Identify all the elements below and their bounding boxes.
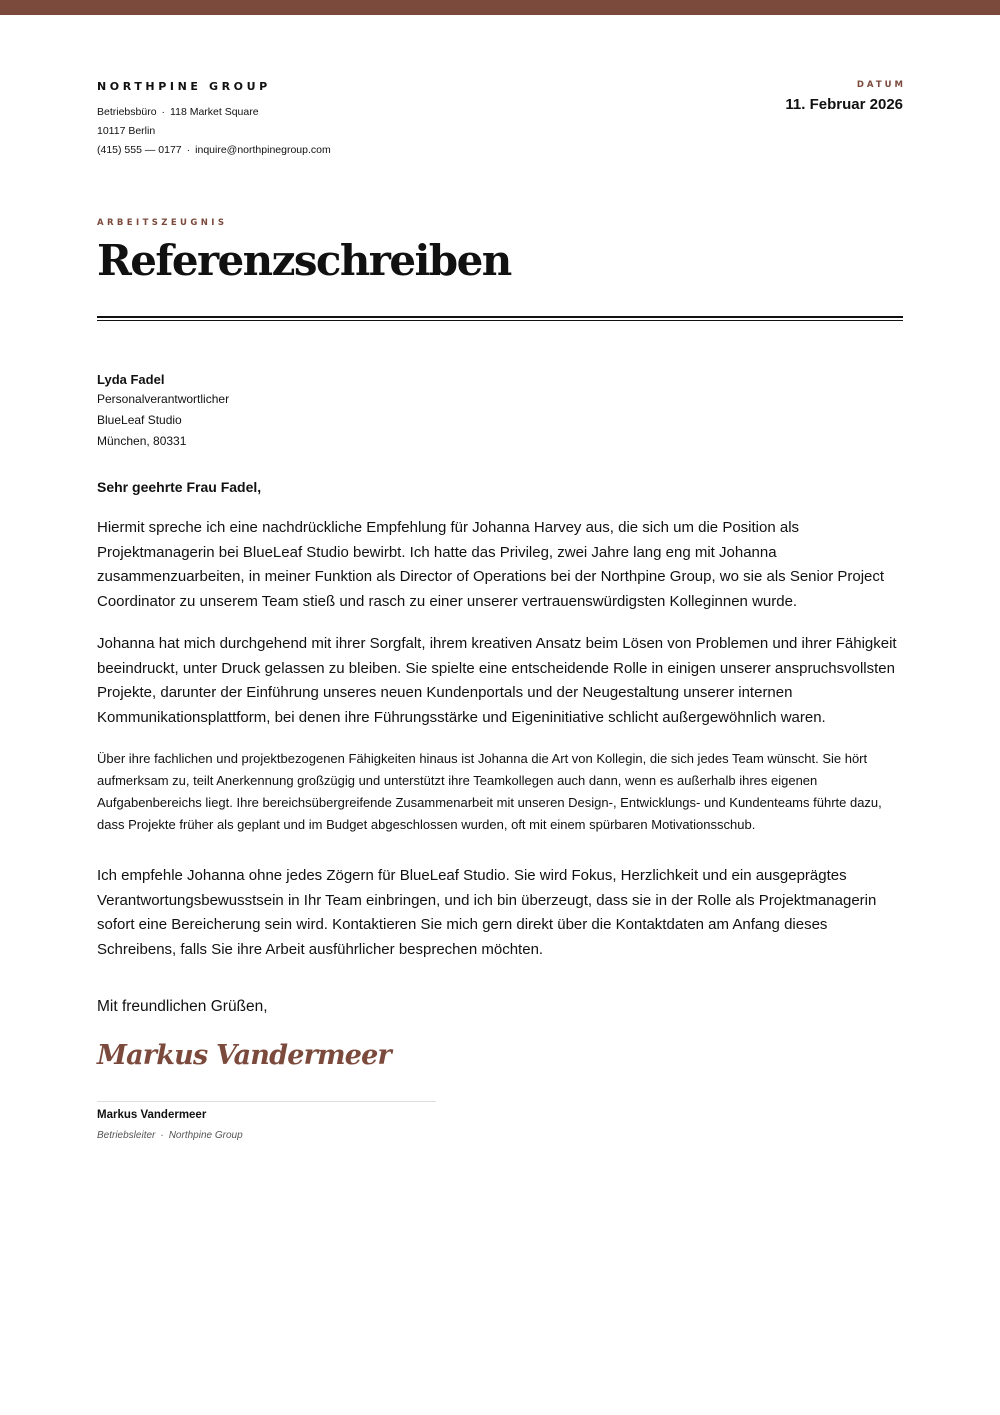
sender-contact-line bbox=[97, 144, 331, 156]
recipient-city: München, 80331 bbox=[97, 434, 187, 448]
salutation: Sehr geehrte Frau Fadel, bbox=[97, 479, 262, 495]
sender-street: 118 Market Square bbox=[170, 106, 259, 118]
sender-phone: (415) 555 — 0177 bbox=[97, 144, 182, 156]
document-title: Referenzschreiben bbox=[97, 236, 511, 285]
date-value: 11. Februar 2026 bbox=[785, 96, 903, 113]
date-block bbox=[785, 80, 906, 113]
signer-name: Markus Vandermeer bbox=[97, 1109, 207, 1121]
sender-address-line bbox=[97, 106, 259, 118]
sender-office: Betriebsbüro bbox=[97, 106, 157, 118]
top-accent-bar bbox=[0, 0, 1000, 15]
recipient-role: Personalverantwortlicher bbox=[97, 392, 230, 406]
sender-email: inquire@northpinegroup.com bbox=[195, 144, 331, 156]
body-paragraph-3: Über ihre fachlichen und projektbezogenen Fähigkeiten hinaus ist Johanna die Art von Kollegin, die sich jedes Team wünscht. Sie hört aufmerksam zu, teilt Anerkennung großzügig und unterstützt ihre Teamkollegen auch dann, wenn es außerhalb ihres eigenen Aufgabenbereichs liegt. Ihre bereichsübergreifende Zusammenarbeit mit unseren Design-, Entwicklungs- und Kundenteams führte dazu, dass Projekte früher als geplant und im Budget abgeschlossen wurden, oft mit einem spürbaren Motivationsschub. bbox=[97, 751, 882, 832]
recipient-name: Lyda Fadel bbox=[97, 372, 165, 387]
signer-company: Northpine Group bbox=[168, 1130, 243, 1141]
handwritten-signature: Markus Vandermeer bbox=[97, 1040, 391, 1071]
separator: · bbox=[160, 1130, 164, 1141]
body-paragraph-4: Ich empfehle Johanna ohne jedes Zögern für BlueLeaf Studio. Sie wird Fokus, Herzlichkeit und ein ausgeprägtes Verantwortungsbewusstsein in Ihr Team einbringen, und ich bin überzeugt, dass sie in der Rolle als Projektmanagerin sofort eine Bereicherung sein wird. Kontaktieren Sie mich gern direkt über die Kontaktdaten am Anfang dieses Schreibens, falls Sie ihre Arbeit ausführlicher besprechen möchten. bbox=[97, 867, 877, 959]
body-paragraph-2: Johanna hat mich durchgehend mit ihrer Sorgfalt, ihrem kreativen Ansatz beim Lösen von Problemen und ihrer Fähigkeit beeindruckt, unter Druck gelassen zu bleiben. Sie spielte eine entscheidende Rolle in einigen unserer anspruchsvollsten Projekte, darunter der Einführung unseres neuen Kundenportals und der Neugestaltung unserer internen Kommunikationsplattform, bei denen ihre Führungsstärke und Eigeninitiative schlicht außergewöhnlich waren. bbox=[97, 635, 897, 727]
separator: · bbox=[186, 144, 191, 156]
title-divider bbox=[97, 316, 903, 318]
closing: Mit freundlichen Grüßen, bbox=[97, 998, 268, 1015]
date-label: DATUM bbox=[856, 80, 906, 90]
signer-title-line bbox=[97, 1130, 243, 1141]
separator: · bbox=[161, 106, 166, 118]
body-paragraph-1: Hiermit spreche ich eine nachdrückliche Empfehlung für Johanna Harvey aus, die sich um die Position als Projektmanagerin bei BlueLeaf Studio bewirbt. Ich hatte das Privileg, zwei Jahre lang eng mit Johanna zusammenzuarbeiten, in meiner Funktion als Director of Operations bei der Northpine Group, wo sie als Senior Project Coordinator zu unserem Team stieß und rasch zu einer unserer vertrauenswürdigsten Kolleginnen wurde. bbox=[97, 519, 885, 611]
signature-divider bbox=[97, 1101, 436, 1102]
recipient-block bbox=[97, 371, 229, 452]
document-eyebrow: ARBEITSZEUGNIS bbox=[97, 218, 228, 228]
signer-title: Betriebsleiter bbox=[97, 1130, 156, 1141]
recipient-company: BlueLeaf Studio bbox=[97, 413, 182, 427]
sender-org-name: NORTHPINE GROUP bbox=[97, 80, 271, 93]
sender-city: 10117 Berlin bbox=[97, 125, 156, 137]
